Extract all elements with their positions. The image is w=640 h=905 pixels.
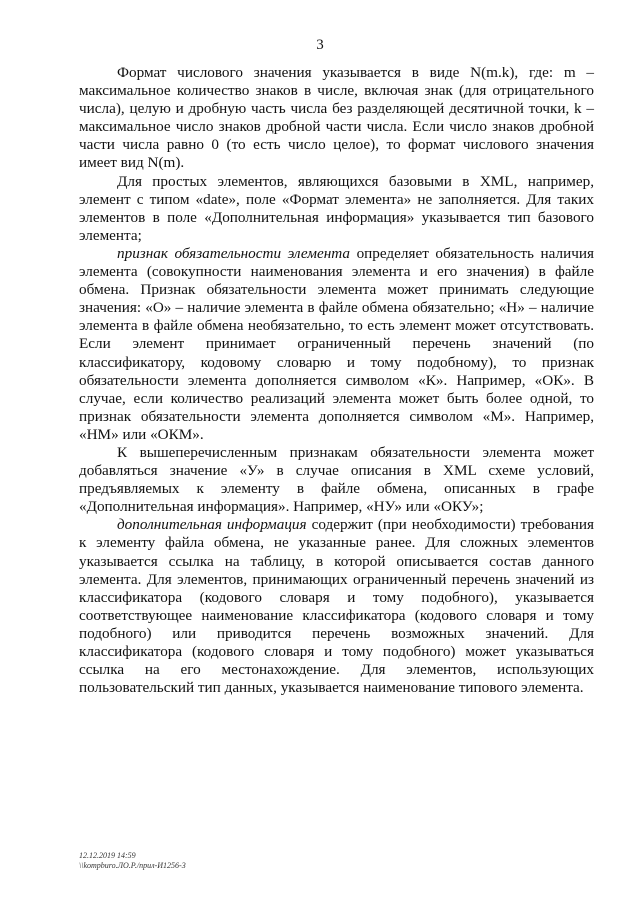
paragraph-condition-value: К вышеперечисленным признакам обязательности элемента может добавляться значение «У» в случае описания в XML схеме условий, предъявляемых к элементу в файле обмена, описанных в графе «Дополнительная информация». Например, «НУ» или «ОКУ»; [79, 443, 594, 516]
paragraph-additional-info-text: содержит (при необходимости) требования к элементу файла обмена, не указанные ранее. Для сложных элементов указывается ссылка на таблицу, в которой описывается состав данного элемента. Для элементов, принимающих ограниченный перечень значений из классификатора (кодового словаря и тому подобного), указывается соответствующее наименование классификатора (кодового словаря и тому подобного) или приводится перечень возможных значений. Для классификатора (кодового словаря и тому подобного) может указываться ссылка на его местонахождение. Для элементов, использующих пользовательский тип данных, указывается наименование типового элемента. [79, 516, 595, 697]
document-body [79, 64, 594, 697]
paragraph-mandatory-sign-text: определяет обязательность наличия элемента (совокупности наименования элемента и его значения) в файле обмена. Признак обязательности элемента может принимать следующие значения: «О» – наличие элемента в файле обмена обязательно; «Н» – наличие элемента в файле обмена необязательно, то есть элемент может отсутствовать. Если элемент принимает ограниченный перечень значений (по классификатору, кодовому словарю и тому подобному), то признак обязательности элемента дополняется символом «К». Например, «ОК». В случае, если количество реализаций элемента может быть более одной, то признак обязательности элемента дополняется символом «М». Например, «НМ» или «ОКМ». [79, 244, 594, 443]
paragraph-simple-elements: Для простых элементов, являющихся базовыми в XML, например, элемент с типом «date», поле «Формат элемента» не заполняется. Для таких элементов в поле «Дополнительная информация» указывается тип базового элемента; [79, 172, 594, 244]
paragraph-additional-info [79, 516, 594, 697]
term-additional-info: дополнительная информация [117, 516, 307, 534]
print-stamp-date: 12.12.2019 14:59 [79, 851, 136, 860]
print-stamp-path: \\kompburo.ЛО.Р./прил-И1256-3 [79, 861, 186, 870]
paragraph-number-format: Формат числового значения указывается в виде N(m.k), где: m – максимальное количество знаков в числе, включая знак (для отрицательного числа), целую и дробную часть числа без разделяющей десятичной точки, k – максимальное число знаков дробной части числа. Если число знаков дробной части числа равно 0 (то есть число целое), то формат числового значения имеет вид N(m). [79, 64, 594, 172]
print-stamp [79, 851, 186, 871]
term-mandatory-sign: признак обязательности элемента [117, 244, 350, 262]
paragraph-mandatory-sign [79, 245, 594, 444]
page-number: 3 [316, 37, 324, 53]
